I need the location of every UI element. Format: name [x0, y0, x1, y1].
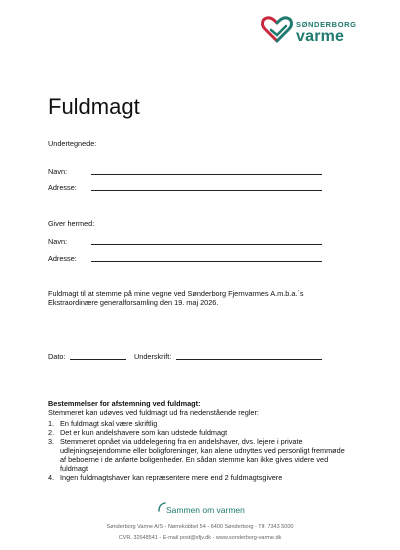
undertegnede-label: Undertegnede:: [48, 139, 97, 148]
navn-label: Navn:: [48, 167, 68, 176]
logo-wordmark-top: SØNDERBORG: [296, 20, 357, 29]
rule-text-1: En fuldmagt skal være skriftlig: [60, 419, 158, 428]
company-logo: [260, 14, 370, 48]
navn-field-line-2[interactable]: [91, 244, 322, 245]
rule-number-2: 2.: [48, 428, 55, 437]
dato-field-line[interactable]: [70, 359, 126, 360]
adresse-field-line[interactable]: [91, 190, 322, 191]
navn-field-line[interactable]: [91, 174, 322, 175]
underskrift-label: Underskrift:: [134, 352, 172, 361]
footer-contact: CVR. 32648541 - E-mail post@sfjv.dk - www.sonderborg-varme.dk: [118, 535, 282, 541]
logo-wordmark-main: varme: [296, 28, 345, 45]
rules-heading: Bestemmelser for afstemning ved fuldmagt:: [48, 399, 201, 408]
giver-label: Giver hermed:: [48, 219, 95, 228]
rule-number-1: 1.: [48, 419, 55, 428]
adresse-field-line-2[interactable]: [91, 261, 322, 262]
footer-address: Sønderborg Varme A/S - Nørrekobbel 54 - 6400 Sønderborg - Tlf. 7343 5000: [106, 524, 294, 530]
dato-label: Dato:: [48, 352, 66, 361]
statement-line-2: Ekstraordinære generalforsamling den 19. maj 2026.: [48, 298, 219, 307]
footer-slogan-logo: [158, 505, 258, 517]
heart-logo-icon: [260, 14, 294, 44]
underskrift-field-line[interactable]: [176, 359, 322, 360]
slogan-swoosh-icon: [158, 502, 166, 512]
rule-text-3-line-3: af beboerne i de anførte boligenheder. En sådan stemme kan ikke gives videre ved: [60, 455, 329, 464]
rule-text-3-line-2: udlejningsejendomme eller boligforeninger, kan alene udnyttes ved personligt fremmøde: [60, 446, 345, 455]
footer-slogan: Sammen om varmen: [166, 505, 245, 515]
rule-text-2: Det er kun andelshavere som kan udstede fuldmagt: [60, 428, 228, 437]
page-title: Fuldmagt: [48, 94, 140, 119]
rule-text-4: Ingen fuldmagtshaver kan repræsentere mere end 2 fuldmagtsgivere: [60, 473, 283, 482]
rules-intro: Stemmeret kan udøves ved fuldmagt ud fra nedenstående regler:: [48, 408, 259, 417]
statement-line-1: Fuldmagt til at stemme på mine vegne ved Sønderborg Fjernvarmes A.m.b.a.´s: [48, 289, 304, 298]
navn-label-2: Navn:: [48, 237, 68, 246]
rule-text-3-line-4: fuldmagt: [60, 464, 88, 473]
rule-text-3-line-1: Stemmeret opnået via uddelegering fra en andelshaver, dvs. lejere i private: [60, 437, 303, 446]
adresse-label: Adresse:: [48, 183, 77, 192]
rule-number-4: 4.: [48, 473, 55, 482]
adresse-label-2: Adresse:: [48, 254, 77, 263]
rule-number-3: 3.: [48, 437, 55, 446]
